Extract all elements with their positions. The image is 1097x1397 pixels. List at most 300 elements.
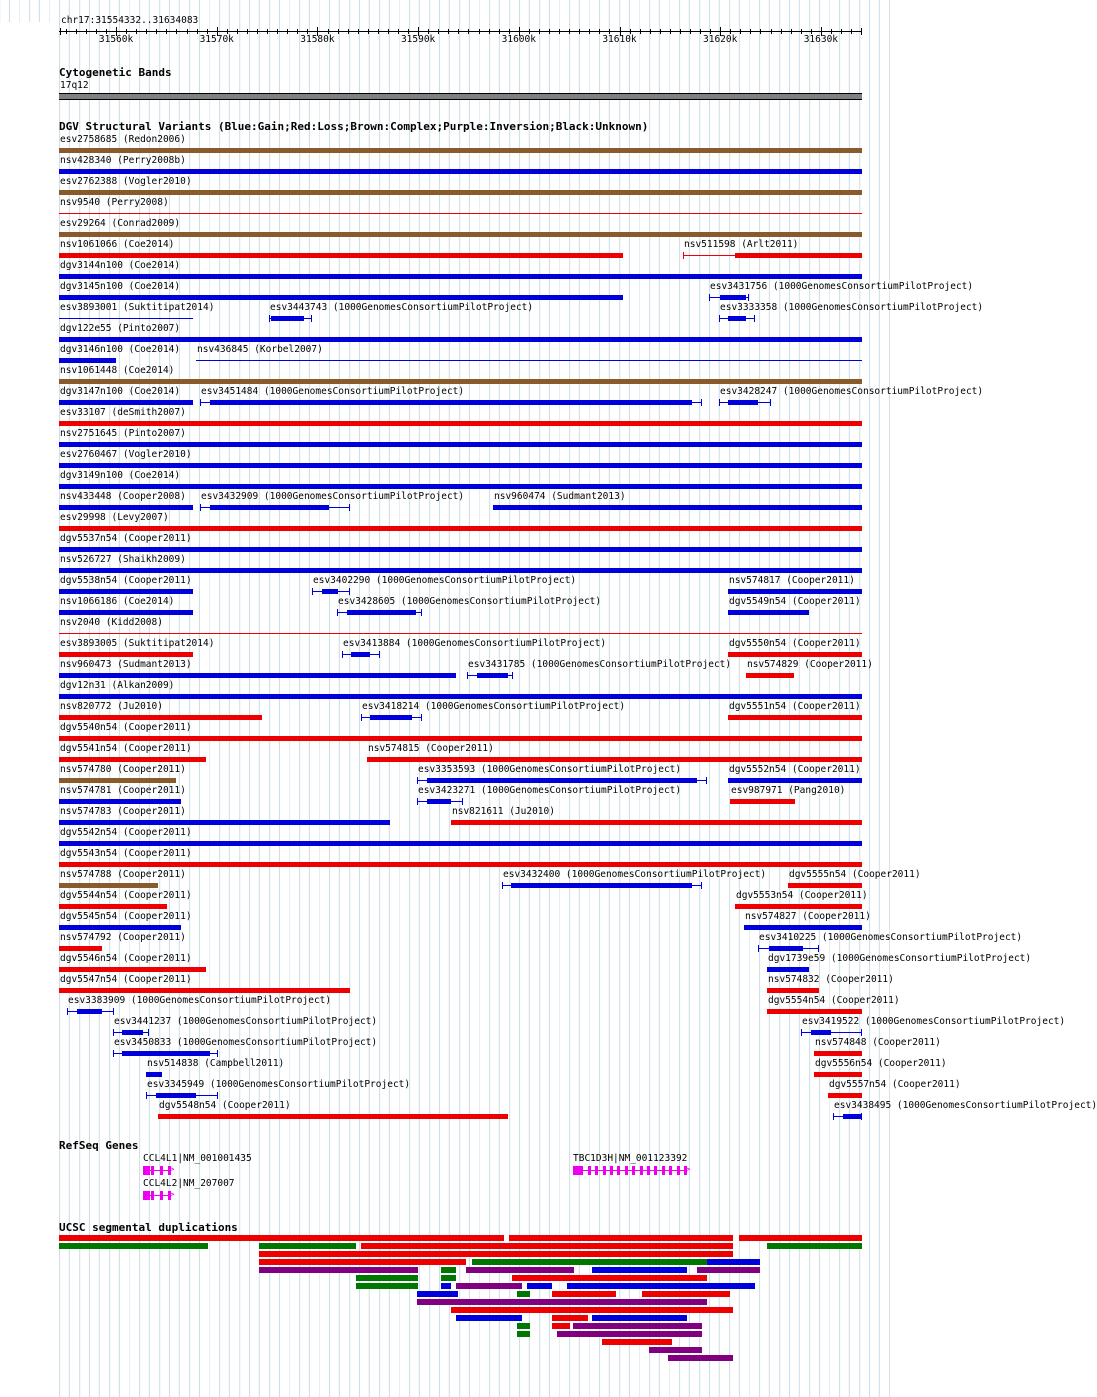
- ruler-minor-tick: [197, 29, 198, 34]
- dgv-variant-bar[interactable]: [814, 1051, 862, 1056]
- dgv-variant-bar[interactable]: [59, 442, 862, 447]
- dgv-variant-label[interactable]: nsv511598 (Arlt2011): [684, 239, 799, 250]
- dgv-variant-cap: [113, 1008, 114, 1015]
- ruler-minor-tick: [156, 29, 157, 34]
- refseq-gene-exon[interactable]: [151, 1191, 154, 1200]
- dgv-variant-label[interactable]: dgv5537n54 (Cooper2011): [60, 533, 192, 544]
- ruler-minor-tick: [368, 29, 369, 34]
- dgv-variant-label[interactable]: esv3451484 (1000GenomesConsortiumPilotProject): [201, 386, 465, 397]
- dgv-variant-label[interactable]: esv2758685 (Redon2006): [60, 134, 186, 145]
- ruler-minor-tick: [489, 29, 490, 34]
- segdup-block[interactable]: [527, 1283, 552, 1289]
- dgv-variant-label[interactable]: dgv5547n54 (Cooper2011): [60, 974, 192, 985]
- dgv-variant-label[interactable]: esv29998 (Levy2007): [60, 512, 169, 523]
- dgv-variant-label[interactable]: esv3428605 (1000GenomesConsortiumPilotProject): [338, 596, 602, 607]
- dgv-variant-label[interactable]: nsv428340 (Perry2008b): [60, 155, 186, 166]
- refseq-gene-exon[interactable]: [160, 1191, 163, 1200]
- dgv-variant-cap: [417, 798, 418, 805]
- dgv-variant-bar[interactable]: [59, 988, 350, 993]
- dgv-variant-label[interactable]: dgv5541n54 (Cooper2011): [60, 743, 192, 754]
- dgv-variant-bar[interactable]: [59, 862, 862, 867]
- dgv-variant-cap: [709, 294, 710, 301]
- dgv-variant-label[interactable]: esv3431785 (1000GenomesConsortiumPilotProject): [468, 659, 732, 670]
- dgv-variant-label[interactable]: dgv1739e59 (1000GenomesConsortiumPilotProject): [768, 953, 1032, 964]
- refseq-gene-exon[interactable]: [580, 1166, 583, 1175]
- ruler-minor-tick: [599, 29, 600, 34]
- ruler-minor-tick: [569, 29, 570, 34]
- dgv-variant-bar[interactable]: [59, 610, 193, 615]
- ruler-minor-tick: [750, 29, 751, 34]
- dgv-variant-bar[interactable]: [477, 673, 508, 678]
- dgv-variant-bar[interactable]: [720, 295, 746, 300]
- dgv-variant-label[interactable]: esv3423271 (1000GenomesConsortiumPilotProject): [418, 785, 682, 796]
- segdup-block[interactable]: [456, 1283, 522, 1289]
- ruler-minor-tick: [187, 29, 188, 34]
- ruler-tick-label: 31570k: [199, 34, 234, 45]
- dgv-variant-bar[interactable]: [59, 967, 206, 972]
- ruler-minor-tick: [287, 29, 288, 34]
- dgv-variant-label[interactable]: esv3353593 (1000GenomesConsortiumPilotProject): [418, 764, 682, 775]
- dgv-variant-bar[interactable]: [493, 505, 862, 510]
- dgv-variant-bar[interactable]: [59, 715, 262, 720]
- segdup-block[interactable]: [509, 1235, 733, 1241]
- dgv-variant-label[interactable]: esv987971 (Pang2010): [731, 785, 846, 796]
- ruler-minor-tick: [267, 29, 268, 34]
- dgv-variant-label[interactable]: dgv5557n54 (Cooper2011): [829, 1079, 961, 1090]
- dgv-variant-bar[interactable]: [728, 652, 862, 657]
- refseq-gene-exon[interactable]: [625, 1166, 628, 1175]
- dgv-variant-bar[interactable]: [767, 1009, 862, 1014]
- ruler-minor-tick: [86, 29, 87, 34]
- dgv-variant-label[interactable]: nsv574829 (Cooper2011): [747, 659, 873, 670]
- dgv-variant-label[interactable]: nsv574788 (Cooper2011): [60, 869, 186, 880]
- refseq-gene-exon[interactable]: [640, 1166, 643, 1175]
- refseq-gene-exon[interactable]: [573, 1166, 580, 1175]
- dgv-variant-bar[interactable]: [322, 589, 338, 594]
- refseq-gene-exon[interactable]: [617, 1166, 620, 1175]
- segdup-block[interactable]: [707, 1259, 760, 1265]
- dgv-variant-bar[interactable]: [59, 526, 862, 531]
- dgv-variant-bar[interactable]: [146, 1072, 162, 1077]
- dgv-variant-bar[interactable]: [728, 610, 809, 615]
- dgv-variant-bar[interactable]: [271, 316, 304, 321]
- dgv-variant-label[interactable]: nsv574817 (Cooper2011): [729, 575, 855, 586]
- dgv-variant-label[interactable]: dgv3146n100 (Coe2014): [60, 344, 181, 355]
- segdup-block[interactable]: [259, 1251, 733, 1257]
- dgv-variant-label[interactable]: esv3402290 (1000GenomesConsortiumPilotProject): [313, 575, 577, 586]
- refseq-gene-exon[interactable]: [647, 1166, 650, 1175]
- ruler-minor-tick: [166, 29, 167, 34]
- dgv-variant-label[interactable]: dgv5540n54 (Cooper2011): [60, 722, 192, 733]
- dgv-variant-bar[interactable]: [59, 673, 456, 678]
- segdup-block[interactable]: [573, 1331, 702, 1337]
- dgv-variant-label[interactable]: esv3419522 (1000GenomesConsortiumPilotProject): [802, 1016, 1066, 1027]
- dgv-variant-label[interactable]: esv3333358 (1000GenomesConsortiumPilotProject): [720, 302, 984, 313]
- dgv-variant-bar[interactable]: [347, 610, 416, 615]
- ruler-minor-tick: [670, 29, 671, 34]
- segdup-track-title[interactable]: UCSC segmental duplications: [59, 1221, 238, 1234]
- dgv-variant-label[interactable]: esv2760467 (Vogler2010): [60, 449, 192, 460]
- ruler-minor-tick: [146, 29, 147, 34]
- ruler-minor-tick: [791, 29, 792, 34]
- dgv-variant-label[interactable]: nsv574792 (Cooper2011): [60, 932, 186, 943]
- dgv-variant-bar[interactable]: [59, 820, 390, 825]
- dgv-variant-label[interactable]: dgv5556n54 (Cooper2011): [815, 1058, 947, 1069]
- dgv-variant-label[interactable]: dgv122e55 (Pinto2007): [60, 323, 181, 334]
- ruler-minor-tick: [861, 29, 862, 34]
- dgv-variant-label[interactable]: dgv3149n100 (Coe2014): [60, 470, 181, 481]
- dgv-variant-bar[interactable]: [59, 652, 193, 657]
- dgv-variant-bar[interactable]: [158, 1114, 508, 1119]
- ruler-minor-tick: [771, 29, 772, 34]
- dgv-variant-bar[interactable]: [59, 421, 862, 426]
- segdup-block[interactable]: [552, 1323, 570, 1329]
- dgv-variant-bar[interactable]: [210, 400, 692, 405]
- dgv-track-title[interactable]: DGV Structural Variants (Blue:Gain;Red:Loss;Brown:Complex;Purple:Inversion;Black:Unknown): [59, 120, 649, 133]
- dgv-variant-label[interactable]: nsv2040 (Kidd2008): [60, 617, 163, 628]
- dgv-variant-label[interactable]: dgv12n31 (Alkan2009): [60, 680, 175, 691]
- segdup-block[interactable]: [441, 1267, 456, 1273]
- dgv-variant-bar[interactable]: [427, 778, 697, 783]
- segdup-block[interactable]: [472, 1259, 707, 1265]
- segdup-block[interactable]: [456, 1315, 522, 1321]
- dgv-variant-cap: [349, 504, 350, 511]
- dgv-variant-bar[interactable]: [210, 505, 329, 510]
- dgv-variant-label[interactable]: dgv5553n54 (Cooper2011): [736, 890, 868, 901]
- dgv-variant-label[interactable]: esv29264 (Conrad2009): [60, 218, 181, 229]
- dgv-variant-label[interactable]: dgv5545n54 (Cooper2011): [60, 911, 192, 922]
- dgv-variant-cap: [217, 1050, 218, 1057]
- segdup-block[interactable]: [517, 1291, 530, 1297]
- ruler-minor-tick: [378, 29, 379, 34]
- ruler-minor-tick: [539, 29, 540, 34]
- dgv-variant-cap: [801, 1029, 802, 1036]
- dgv-variant-label[interactable]: dgv3145n100 (Coe2014): [60, 281, 181, 292]
- dgv-variant-cap: [113, 1050, 114, 1057]
- segdup-block[interactable]: [59, 1235, 504, 1241]
- refseq-gene-exon[interactable]: [610, 1166, 613, 1175]
- dgv-variant-label[interactable]: nsv2751645 (Pinto2007): [60, 428, 186, 439]
- segdup-block[interactable]: [417, 1299, 707, 1305]
- dgv-variant-label[interactable]: nsv820772 (Ju2010): [60, 701, 163, 712]
- segdup-block[interactable]: [592, 1267, 687, 1273]
- dgv-variant-label[interactable]: dgv5544n54 (Cooper2011): [60, 890, 192, 901]
- dgv-variant-bar[interactable]: [828, 1093, 862, 1098]
- dgv-variant-cap: [502, 882, 503, 889]
- refseq-gene-exon[interactable]: [632, 1166, 635, 1175]
- dgv-variant-label[interactable]: esv3345949 (1000GenomesConsortiumPilotProject): [147, 1079, 411, 1090]
- ruler-minor-tick: [851, 29, 852, 34]
- dgv-variant-label[interactable]: nsv574848 (Cooper2011): [815, 1037, 941, 1048]
- refseq-gene-strand: >: [169, 1190, 175, 1200]
- dgv-variant-cap: [113, 1029, 114, 1036]
- refseq-gene-strand: >: [685, 1165, 691, 1175]
- dgv-variant-bar[interactable]: [59, 568, 862, 573]
- dgv-variant-bar[interactable]: [59, 736, 862, 741]
- segdup-block[interactable]: [649, 1347, 702, 1353]
- dgv-variant-bar[interactable]: [511, 883, 692, 888]
- dgv-variant-label[interactable]: nsv821611 (Ju2010): [452, 806, 555, 817]
- dgv-variant-cap: [770, 399, 771, 406]
- dgv-variant-label[interactable]: dgv3147n100 (Coe2014): [60, 386, 181, 397]
- refseq-gene-exon[interactable]: [588, 1166, 591, 1175]
- dgv-variant-bar[interactable]: [59, 463, 862, 468]
- dgv-variant-label[interactable]: nsv574832 (Cooper2011): [768, 974, 894, 985]
- dgv-variant-bar[interactable]: [788, 883, 862, 888]
- dgv-variant-bar[interactable]: [728, 715, 862, 720]
- dgv-variant-bar[interactable]: [59, 841, 862, 846]
- dgv-variant-label[interactable]: esv3383909 (1000GenomesConsortiumPilotProject): [68, 995, 332, 1006]
- segdup-block[interactable]: [697, 1267, 760, 1273]
- dgv-variant-bar[interactable]: [367, 757, 862, 762]
- dgv-variant-label[interactable]: esv3410225 (1000GenomesConsortiumPilotProject): [759, 932, 1023, 943]
- dgv-variant-bar[interactable]: [744, 925, 862, 930]
- ruler-minor-tick: [559, 29, 560, 34]
- dgv-variant-bar[interactable]: [683, 255, 735, 256]
- dgv-variant-bar[interactable]: [59, 925, 181, 930]
- refseq-gene-exon[interactable]: [669, 1166, 672, 1175]
- dgv-variant-label[interactable]: dgv3144n100 (Coe2014): [60, 260, 181, 271]
- dgv-variant-cap: [719, 315, 720, 322]
- dgv-variant-bar[interactable]: [59, 757, 206, 762]
- dgv-variant-label[interactable]: esv3418214 (1000GenomesConsortiumPilotProject): [362, 701, 626, 712]
- dgv-variant-bar[interactable]: [728, 400, 758, 405]
- dgv-variant-bar[interactable]: [351, 652, 370, 657]
- segdup-block[interactable]: [259, 1267, 418, 1273]
- dgv-variant-cap: [146, 1092, 147, 1099]
- segdup-block[interactable]: [512, 1275, 707, 1281]
- segdup-block[interactable]: [642, 1291, 730, 1297]
- refseq-gene-exon[interactable]: [603, 1166, 606, 1175]
- dgv-variant-bar[interactable]: [59, 694, 862, 699]
- dgv-variant-label[interactable]: esv3428247 (1000GenomesConsortiumPilotProject): [720, 386, 984, 397]
- dgv-variant-bar[interactable]: [59, 358, 116, 363]
- dgv-variant-label[interactable]: dgv5546n54 (Cooper2011): [60, 953, 192, 964]
- dgv-variant-bar[interactable]: [59, 379, 862, 384]
- dgv-variant-bar[interactable]: [59, 295, 623, 300]
- segdup-block[interactable]: [417, 1291, 458, 1297]
- dgv-variant-cap: [421, 609, 422, 616]
- dgv-variant-label[interactable]: dgv5551n54 (Cooper2011): [729, 701, 861, 712]
- segdup-block[interactable]: [668, 1355, 733, 1361]
- dgv-variant-label[interactable]: nsv514838 (Campbell2011): [147, 1058, 285, 1069]
- refseq-gene-exon[interactable]: [677, 1166, 680, 1175]
- segdup-block[interactable]: [602, 1339, 672, 1345]
- dgv-variant-bar[interactable]: [59, 633, 862, 634]
- dgv-variant-label[interactable]: esv3443743 (1000GenomesConsortiumPilotProject): [270, 302, 534, 313]
- dgv-variant-bar[interactable]: [59, 337, 862, 342]
- dgv-variant-bar[interactable]: [59, 589, 193, 594]
- dgv-variant-label[interactable]: esv3438495 (1000GenomesConsortiumPilotProject): [834, 1100, 1097, 1111]
- dgv-variant-cap: [701, 882, 702, 889]
- segdup-block[interactable]: [573, 1323, 702, 1329]
- dgv-variant-cap: [719, 399, 720, 406]
- refseq-gene-exon[interactable]: [151, 1166, 154, 1175]
- dgv-variant-bar[interactable]: [59, 148, 862, 153]
- dgv-variant-label[interactable]: dgv5550n54 (Cooper2011): [729, 638, 861, 649]
- segdup-block[interactable]: [517, 1323, 530, 1329]
- ruler-minor-tick: [448, 29, 449, 34]
- segdup-block[interactable]: [552, 1315, 588, 1321]
- ruler-minor-tick: [96, 29, 97, 34]
- ruler-tick-label: 31580k: [300, 34, 335, 45]
- ruler-minor-tick: [579, 29, 580, 34]
- segdup-block[interactable]: [441, 1283, 451, 1289]
- segdup-block[interactable]: [259, 1243, 356, 1249]
- dgv-variant-bar[interactable]: [59, 232, 862, 237]
- dgv-variant-bar[interactable]: [728, 316, 746, 321]
- dgv-variant-label[interactable]: esv3893005 (Suktitipat2014): [60, 638, 215, 649]
- dgv-variant-bar[interactable]: [728, 778, 862, 783]
- dgv-variant-label[interactable]: nsv1066186 (Coe2014): [60, 596, 175, 607]
- dgv-variant-label[interactable]: dgv5554n54 (Cooper2011): [768, 995, 900, 1006]
- dgv-variant-bar[interactable]: [156, 1093, 196, 1098]
- dgv-variant-bar[interactable]: [59, 904, 167, 909]
- dgv-variant-bar[interactable]: [59, 169, 862, 174]
- dgv-variant-label[interactable]: esv3432400 (1000GenomesConsortiumPilotProject): [503, 869, 767, 880]
- dgv-variant-bar[interactable]: [59, 778, 176, 783]
- dgv-variant-bar[interactable]: [843, 1114, 862, 1119]
- dgv-variant-bar[interactable]: [59, 274, 862, 279]
- segdup-block[interactable]: [259, 1259, 466, 1265]
- segdup-block[interactable]: [356, 1283, 418, 1289]
- ruler-tick-label: 31590k: [400, 34, 436, 45]
- refseq-track-title[interactable]: RefSeq Genes: [59, 1139, 139, 1152]
- dgv-variant-bar[interactable]: [59, 883, 158, 888]
- refseq-gene-exon[interactable]: [143, 1166, 150, 1175]
- dgv-variant-bar[interactable]: [122, 1030, 143, 1035]
- dgv-variant-label[interactable]: dgv5552n54 (Cooper2011): [729, 764, 861, 775]
- dgv-variant-bar[interactable]: [370, 715, 412, 720]
- dgv-variant-bar[interactable]: [59, 213, 862, 214]
- dgv-variant-bar[interactable]: [769, 946, 803, 951]
- cytoband-17q12[interactable]: [59, 93, 862, 100]
- dgv-variant-bar[interactable]: [59, 318, 193, 319]
- dgv-variant-label[interactable]: esv3441237 (1000GenomesConsortiumPilotProject): [114, 1016, 378, 1027]
- dgv-variant-bar[interactable]: [59, 484, 862, 489]
- cytoband-track-title[interactable]: Cytogenetic Bands: [59, 66, 172, 79]
- dgv-variant-bar[interactable]: [77, 1009, 102, 1014]
- segdup-block[interactable]: [451, 1307, 733, 1313]
- segdup-block[interactable]: [356, 1275, 418, 1281]
- refseq-gene-exon[interactable]: [662, 1166, 665, 1175]
- dgv-variant-label[interactable]: nsv1061066 (Coe2014): [60, 239, 175, 250]
- dgv-variant-bar[interactable]: [59, 253, 623, 258]
- dgv-variant-label[interactable]: nsv574815 (Cooper2011): [368, 743, 494, 754]
- dgv-variant-cap: [467, 672, 468, 679]
- dgv-variant-label[interactable]: dgv5538n54 (Cooper2011): [60, 575, 192, 586]
- dgv-variant-bar[interactable]: [59, 946, 102, 951]
- dgv-variant-cap: [148, 1029, 149, 1036]
- dgv-variant-label[interactable]: nsv574783 (Cooper2011): [60, 806, 186, 817]
- dgv-variant-bar[interactable]: [59, 799, 181, 804]
- segdup-block[interactable]: [441, 1275, 456, 1281]
- dgv-variant-label[interactable]: esv33107 (deSmith2007): [60, 407, 186, 418]
- segdup-block[interactable]: [361, 1243, 733, 1249]
- dgv-variant-label[interactable]: dgv5548n54 (Cooper2011): [159, 1100, 291, 1111]
- dgv-variant-label[interactable]: nsv9540 (Perry2008): [60, 197, 169, 208]
- dgv-variant-label[interactable]: dgv5555n54 (Cooper2011): [789, 869, 921, 880]
- dgv-variant-label[interactable]: esv3893001 (Suktitipat2014): [60, 302, 215, 313]
- refseq-gene-label[interactable]: CCL4L1|NM_001001435: [143, 1153, 252, 1164]
- segdup-block[interactable]: [567, 1283, 755, 1289]
- dgv-variant-bar[interactable]: [59, 400, 193, 405]
- dgv-variant-label[interactable]: nsv960474 (Sudmant2013): [494, 491, 626, 502]
- segdup-block[interactable]: [59, 1243, 208, 1249]
- dgv-variant-bar[interactable]: [728, 589, 862, 594]
- dgv-variant-label[interactable]: nsv574780 (Cooper2011): [60, 764, 186, 775]
- dgv-variant-label[interactable]: nsv436845 (Korbel2007): [197, 344, 323, 355]
- dgv-variant-label[interactable]: nsv960473 (Sudmant2013): [60, 659, 192, 670]
- ruler-minor-tick: [589, 29, 590, 34]
- dgv-variant-bar[interactable]: [767, 967, 809, 972]
- dgv-variant-bar[interactable]: [746, 673, 794, 678]
- dgv-variant-label[interactable]: dgv5543n54 (Cooper2011): [60, 848, 192, 859]
- dgv-variant-bar[interactable]: [735, 253, 862, 258]
- dgv-variant-bar[interactable]: [811, 1030, 831, 1035]
- refseq-gene-exon[interactable]: [595, 1166, 598, 1175]
- dgv-variant-label[interactable]: esv2762388 (Vogler2010): [60, 176, 192, 187]
- dgv-variant-label[interactable]: dgv5542n54 (Cooper2011): [60, 827, 192, 838]
- ruler-minor-tick: [297, 29, 298, 34]
- ruler-minor-tick: [468, 29, 469, 34]
- refseq-gene-exon[interactable]: [160, 1166, 163, 1175]
- refseq-gene-exon[interactable]: [654, 1166, 657, 1175]
- ruler-minor-tick: [438, 29, 439, 34]
- dgv-variant-bar[interactable]: [122, 1051, 210, 1056]
- refseq-gene-exon[interactable]: [143, 1191, 150, 1200]
- segdup-block[interactable]: [739, 1235, 862, 1241]
- segdup-block[interactable]: [517, 1331, 530, 1337]
- dgv-variant-cap: [200, 504, 201, 511]
- ruler-tick-label: 31630k: [803, 34, 839, 45]
- dgv-variant-bar[interactable]: [730, 799, 795, 804]
- dgv-variant-bar[interactable]: [196, 360, 862, 361]
- ruler-minor-tick: [358, 29, 359, 34]
- dgv-variant-label[interactable]: nsv574781 (Cooper2011): [60, 785, 186, 796]
- dgv-variant-label[interactable]: esv3450833 (1000GenomesConsortiumPilotProject): [114, 1037, 378, 1048]
- dgv-variant-label[interactable]: nsv1061448 (Coe2014): [60, 365, 175, 376]
- refseq-gene-label[interactable]: TBC1D3H|NM_001123392: [573, 1153, 688, 1164]
- dgv-variant-bar[interactable]: [59, 190, 862, 195]
- dgv-variant-label[interactable]: esv3432909 (1000GenomesConsortiumPilotProject): [201, 491, 465, 502]
- dgv-variant-label[interactable]: esv3431756 (1000GenomesConsortiumPilotProject): [710, 281, 974, 292]
- segdup-block[interactable]: [767, 1243, 862, 1249]
- dgv-variant-cap: [349, 588, 350, 595]
- segdup-block[interactable]: [466, 1267, 574, 1273]
- dgv-variant-cap: [861, 1029, 862, 1036]
- dgv-variant-bar[interactable]: [59, 547, 862, 552]
- dgv-variant-label[interactable]: nsv574827 (Cooper2011): [745, 911, 871, 922]
- segdup-block[interactable]: [557, 1331, 574, 1337]
- dgv-variant-label[interactable]: dgv5549n54 (Cooper2011): [729, 596, 861, 607]
- dgv-variant-bar[interactable]: [427, 799, 451, 804]
- refseq-gene-label[interactable]: CCL4L2|NM_207007: [143, 1178, 235, 1189]
- dgv-variant-bar[interactable]: [735, 904, 862, 909]
- dgv-variant-label[interactable]: nsv526727 (Shaikh2009): [60, 554, 186, 565]
- dgv-variant-bar[interactable]: [767, 988, 819, 993]
- dgv-variant-label[interactable]: nsv433448 (Cooper2008): [60, 491, 186, 502]
- segdup-block[interactable]: [552, 1291, 616, 1297]
- dgv-variant-label[interactable]: esv3413884 (1000GenomesConsortiumPilotProject): [343, 638, 607, 649]
- dgv-variant-bar[interactable]: [59, 505, 193, 510]
- ruler-minor-tick: [338, 29, 339, 34]
- dgv-variant-cap: [361, 714, 362, 721]
- dgv-variant-bar[interactable]: [451, 820, 862, 825]
- dgv-variant-bar[interactable]: [814, 1072, 862, 1077]
- segdup-block[interactable]: [592, 1315, 687, 1321]
- ruler-minor-tick: [237, 29, 238, 34]
